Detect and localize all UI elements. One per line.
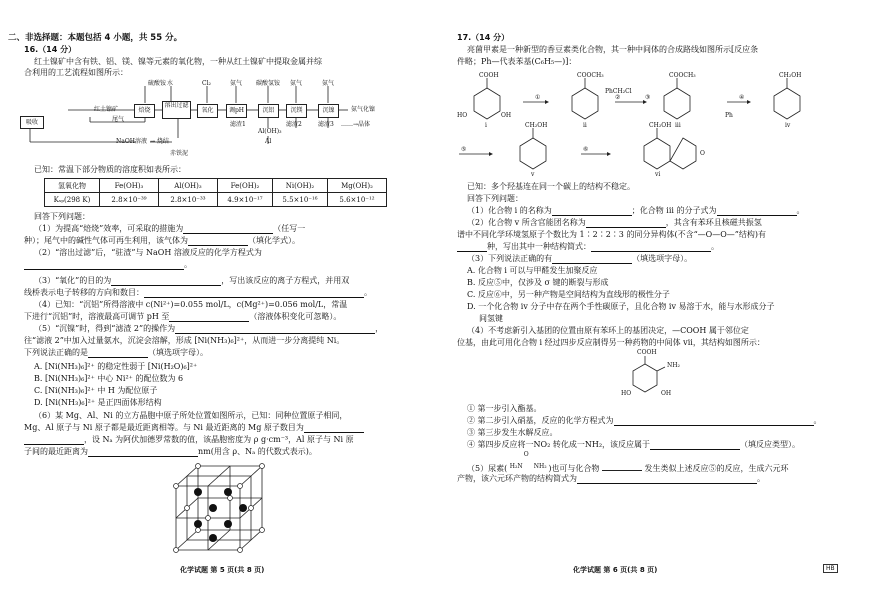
q16-number: 16.（14 分） xyxy=(24,45,77,54)
reagent-water: 水 xyxy=(167,80,174,87)
cpd-iii-group: COOCH₃ xyxy=(669,72,696,79)
reagent-cl2: Cl₂ xyxy=(202,80,211,87)
filtrate-2: 滤渣2 xyxy=(286,121,302,128)
vii-oh: OH xyxy=(661,390,672,397)
right-footer: 化学试题 第 6 页(共 8 页) xyxy=(573,566,658,574)
reagent-ammonia-3: 氨气 xyxy=(322,80,335,87)
oh-label: OH xyxy=(501,112,512,119)
step-precip-al: 沉铝 xyxy=(258,104,279,118)
edition-tag: HB xyxy=(823,564,838,573)
option-a: A. [Ni(NH₃)₆]²⁺ 的稳定性弱于 [Ni(H₂O)₆]²⁺ xyxy=(34,362,198,371)
q17-2c-text: 种，写出其中一种结构简式： xyxy=(487,242,591,251)
q16-intro-2: 合利用的工艺流程如图所示： xyxy=(24,68,128,77)
known-text: 已知：常温下部分物质的溶度积如表所示： xyxy=(34,165,186,174)
step-1: ① xyxy=(535,94,541,101)
malonate-structure xyxy=(602,460,642,471)
q16-3b-tail: 。 xyxy=(364,288,372,297)
answer-intro: 回答下列问题： xyxy=(34,212,90,221)
ksp-table xyxy=(44,178,387,207)
q17-2-text-2: 谱中不同化学环境氢原子个数比为 1∶2∶2∶3 的同分异构体(不含“—O—O—”结构)有 xyxy=(457,230,766,239)
ksp-header-cell: Mg(OH)₂ xyxy=(328,179,387,193)
answer-blank[interactable] xyxy=(552,207,632,216)
q16-5-text-2: 往“滤液 2”中加入过量氨水，沉淀会溶解，形成 [Ni(NH₃)₆]²⁺，从而进一步分离提纯 Ni。 xyxy=(24,336,345,345)
q17-4-step-2 xyxy=(467,416,822,426)
cpd-ii-group: COOCH₃ xyxy=(577,72,604,79)
answer-blank[interactable] xyxy=(650,441,740,450)
step-4: ④ xyxy=(739,94,745,101)
step-precip-ni: 沉镍 xyxy=(318,104,339,118)
answer-blank[interactable] xyxy=(552,255,632,264)
q17-5-line xyxy=(467,451,789,474)
ksp-table-header xyxy=(45,179,387,193)
cpd-vi-group: CH₂OH xyxy=(649,122,672,129)
section-heading: 二、非选择题：本题包括 4 小题，共 55 分。 xyxy=(8,33,183,43)
reagent-ammonium-sulfate: 硫酸铵 xyxy=(148,80,167,87)
ho-label: HO xyxy=(457,112,468,119)
q17-4-step-2-tail: 。 xyxy=(813,416,822,425)
q17-known: 已知：多个羟基连在同一个碳上的结构不稳定。 xyxy=(467,182,635,191)
ksp-value: 5.6×10⁻¹² xyxy=(328,193,387,207)
q16-1b-text: 种）；尾气中的碱性气体可再生利用，该气体为 xyxy=(24,236,188,245)
step-6: ⑥ xyxy=(583,146,589,153)
answer-blank[interactable] xyxy=(144,289,364,298)
answer-blank[interactable] xyxy=(304,424,364,433)
q17-4-step-3: ③ 第三步发生水解反应。 xyxy=(467,428,558,437)
q16-1-line xyxy=(34,224,305,234)
q16-6-line-2 xyxy=(24,423,364,433)
vii-cooh: COOH xyxy=(637,349,657,356)
q17-4-step-4-text: ④ 第四步反应将一NO₂ 转化成一NH₂，该反应属于 xyxy=(467,440,651,449)
q17-2-text: （2）化合物 v 所含官能团名称为 xyxy=(467,218,586,227)
aloh3-label: Al(OH)₃ xyxy=(258,128,282,135)
reagent-benzyl-chloride: PhCH₂Cl xyxy=(605,88,632,95)
q16-intro-1: 红土镍矿中含有铁、铝、镁、镍等元素的氧化物，一种从红土镍矿中提取金属并综 xyxy=(34,57,322,66)
q17-5-mid2: 发生类似上述反应⑤的反应，生成六元环 xyxy=(644,464,789,473)
q16-3-line-2 xyxy=(24,288,372,298)
option-d: D. [Ni(NH₃)₆]²⁺ 是正四面体形结构 xyxy=(34,398,162,407)
answer-blank[interactable] xyxy=(24,261,184,270)
vii-nh2: NH₂ xyxy=(667,362,680,369)
product-label: 氨气化镍 xyxy=(351,106,376,113)
ksp-header-cell: 氢氧化物 xyxy=(45,179,100,193)
q16-6-text: （6）某 Mg、Al、Ni 的立方晶胞中原子所处位置如图所示，已知：同种位置原子相同， xyxy=(34,411,348,420)
q17-option-d-2: 间氢键 xyxy=(479,314,503,323)
answer-blank[interactable] xyxy=(183,225,273,234)
ore-label: 红土镍矿 xyxy=(94,106,119,113)
crystal-label: ……→晶体 xyxy=(341,121,371,128)
q16-4b-text: 下进行“沉铝”时，溶液最高可调节 pH 至 xyxy=(24,312,170,321)
o-label: O xyxy=(700,150,705,157)
q16-5-line xyxy=(34,324,383,334)
q17-option-b: B. 反应⑤中，仅涉及 σ 键的断裂与形成 xyxy=(467,278,609,287)
answer-blank[interactable] xyxy=(24,436,84,445)
answer-blank[interactable] xyxy=(188,237,248,246)
q17-4-step-2-text: ② 第二步引入硝基，反应的化学方程式为 xyxy=(467,416,614,425)
q17-intro-1: 亮菌甲素是一种新型的香豆素类化合物，其一种中间体的合成路线如图所示[反应条 xyxy=(467,45,759,54)
answer-blank[interactable] xyxy=(586,219,666,228)
q17-2-line-3 xyxy=(457,242,719,252)
q16-6d-tail: nm(用含 ρ、Nₐ 的代数式表示)。 xyxy=(198,447,317,456)
reagent-ammonia-2: 氨气 xyxy=(290,80,303,87)
step-5: ⑤ xyxy=(461,146,467,153)
q17-5-mid: )也可与化合物 xyxy=(548,464,600,473)
step-absorb: 吸收 xyxy=(20,116,44,129)
ph-label: Ph xyxy=(725,112,733,119)
urea-structure xyxy=(509,451,547,471)
id-ii: ii xyxy=(583,122,587,129)
q17-4-text-2: 位基，由此可用化合物 i 经过四步反应制得另一种药物的中间体 vii，其结构如图所示： xyxy=(457,338,765,347)
q17-2-line xyxy=(467,218,762,228)
q17-3-tail: （填选项字母）。 xyxy=(632,254,693,263)
q16-2-text: （2）“溶出过滤”后，“驻渣”与 NaOH 溶液反应的化学方程式为 xyxy=(34,248,262,257)
al-label: Al xyxy=(265,138,272,145)
q16-3-tail: ，写出该反应的离子方程式，并用双 xyxy=(221,276,350,285)
crystal-cell-figure xyxy=(168,462,278,557)
option-c: C. [Ni(NH₃)₆]²⁺ 中 H 为配位原子 xyxy=(34,386,158,395)
q16-5-text: （5）“沉镍”时，得到“滤渣 2”的操作为 xyxy=(34,324,176,333)
id-iv: iv xyxy=(785,122,791,129)
q16-3-line xyxy=(34,276,349,286)
cpd-v-group: CH₂OH xyxy=(525,122,548,129)
answer-blank[interactable] xyxy=(614,417,814,426)
sinter-label: → 烧结 xyxy=(150,138,169,145)
ksp-value: 5.5×10⁻¹⁶ xyxy=(273,193,328,207)
waste-gas-label: 尾气 xyxy=(112,116,125,123)
q17-4-step-1: ① 第一步引入酯基。 xyxy=(467,404,542,413)
left-footer: 化学试题 第 5 页(共 8 页) xyxy=(180,566,265,574)
q17-option-d: D. 一个化合物 iv 分子中存在两个手性碳原子，且化合物 iv 易溶于水，能与水形成分子 xyxy=(467,302,775,311)
urea-h2n: H₂N xyxy=(509,463,523,470)
naoh-label: NaOH溶液 xyxy=(116,138,147,145)
q16-6-line-3 xyxy=(24,435,354,445)
q16-1-text: （1）为提高“焙烧”效率，可采取的措施为 xyxy=(34,224,184,233)
id-i: i xyxy=(485,122,487,129)
step-2: ② xyxy=(615,94,621,101)
q16-1b-tail: （填化学式）。 xyxy=(248,236,300,245)
q17-5-text: （5）尿素( xyxy=(467,464,508,473)
ksp-row-label: Kₛₚ(298 K) xyxy=(45,193,100,207)
q17-2-tail: ，其含有苯环且核磁共振氢 xyxy=(665,218,762,227)
step-dissolve-filter: 溶出过滤 xyxy=(162,101,191,119)
reagent-ammonium-bicarbonate: 碳酸氢铵 xyxy=(256,80,281,87)
q16-5-line-3 xyxy=(24,348,208,358)
q17-4-step-4-tail: （填反应类型）。 xyxy=(740,440,801,449)
q16-5c-tail: （填选项字母）。 xyxy=(148,348,208,357)
q16-3b-text: 线桥表示电子转移的方向和数目： xyxy=(24,288,144,297)
q17-5-line-2 xyxy=(457,474,765,484)
reagent-ammonia-1: 氨气 xyxy=(230,80,243,87)
q16-1-tail: （任写一 xyxy=(273,224,306,233)
q16-6d-text: 子间的最近距离为 xyxy=(24,447,88,456)
right-page xyxy=(435,0,870,603)
q17-1-mid: ；化合物 iii 的分子式为 xyxy=(631,206,717,215)
answer-blank[interactable] xyxy=(591,243,711,252)
ksp-value: 2.8×10⁻³⁹ xyxy=(100,193,159,207)
q16-5-tail: ， xyxy=(375,324,384,333)
id-v: v xyxy=(531,171,535,178)
answer-blank[interactable] xyxy=(169,313,249,322)
filtrate-3: 滤渣3 xyxy=(318,121,334,128)
answer-blank[interactable] xyxy=(88,349,148,358)
step-3: ③ xyxy=(645,94,651,101)
q17-option-c: C. 反应⑥中，另一种产物是空间结构为直线形的极性分子 xyxy=(467,290,670,299)
answer-blank[interactable] xyxy=(717,207,797,216)
q17-1-tail: 。 xyxy=(796,206,805,215)
step-precip-mg: 沉镁 xyxy=(286,104,307,118)
q16-4-text: （4）已知：“沉铝”所得溶液中 c(Ni²⁺)=0.055 mol/L，c(Mg²⁺)=0.056 mol/L，常温 xyxy=(34,300,348,309)
q17-3-line xyxy=(467,254,692,264)
id-vi: vi xyxy=(655,171,661,178)
q17-1-text: （1）化合物 i 的名称为 xyxy=(467,206,552,215)
ksp-header-cell: Fe(OH)₃ xyxy=(100,179,159,193)
q16-6c-text: ，设 Nₐ 为阿伏加德罗常数的值，该晶胞密度为 ρ g·cm⁻³，Al 原子与 Ni 原 xyxy=(84,435,354,444)
q17-answer-intro: 回答下列问题： xyxy=(467,194,523,203)
ksp-header-cell: Al(OH)₃ xyxy=(159,179,218,193)
q17-intro-2: 件略；Ph—代表苯基(C₆H₅—)]： xyxy=(457,57,577,66)
vii-ho: HO xyxy=(621,390,632,397)
q17-option-a: A. 化合物 i 可以与甲醛发生加聚反应 xyxy=(467,266,598,275)
answer-blank[interactable] xyxy=(175,325,375,334)
ksp-table-row xyxy=(45,193,387,207)
q17-4-text: （4）不考虑新引入基团的位置由原有苯环上的基团决定，—COOH 属于邻位定 xyxy=(467,326,749,335)
urea-nh2: NH₂ xyxy=(533,463,547,470)
filtrate-1: 滤渣1 xyxy=(230,121,246,128)
answer-blank[interactable] xyxy=(88,448,198,457)
q16-1-line-2 xyxy=(24,236,300,246)
urea-o: O xyxy=(523,451,529,458)
q17-5b-text: 产物，该六元环产物的结构简式为 xyxy=(457,474,577,483)
ksp-header-cell: Ni(OH)₂ xyxy=(273,179,328,193)
option-b: B. [Ni(NH₃)₆]²⁺ 中心 Ni²⁺ 的配位数为 6 xyxy=(34,374,184,383)
q17-number: 17.（14 分） xyxy=(457,33,510,42)
q17-4-step-4 xyxy=(467,440,800,450)
q16-6b-text: Mg、Al 原子与 Ni 原子都是最近距离相等。与 Ni 最近距离的 Mg 原子数目为 xyxy=(24,423,304,432)
ksp-value: 2.8×10⁻³³ xyxy=(159,193,218,207)
cpd-i-group: COOH xyxy=(479,72,499,79)
q16-2-blank-line: 。 xyxy=(24,260,192,270)
answer-blank[interactable] xyxy=(111,277,221,286)
cpd-iv-group: CH₂OH xyxy=(779,72,802,79)
q17-2c-tail: 。 xyxy=(711,242,719,251)
step-roast: 焙烧 xyxy=(134,104,155,118)
q16-4b-tail: （溶液体积变化可忽略）。 xyxy=(249,312,342,321)
step-oxidize: 氧化 xyxy=(197,104,218,118)
red-mud-label: 赤铁泥 xyxy=(170,150,189,157)
q17-3-text: （3）下列说法正确的有 xyxy=(467,254,553,263)
q16-6-line-4 xyxy=(24,447,317,457)
answer-blank[interactable] xyxy=(577,475,757,484)
q16-5c-text: 下列说法正确的是 xyxy=(24,348,88,357)
q17-5b-tail: 。 xyxy=(757,474,765,483)
ksp-header-cell: Fe(OH)₂ xyxy=(218,179,273,193)
q16-4-line-2 xyxy=(24,312,341,322)
q16-3-text: （3）“氧化”的目的为 xyxy=(34,276,112,285)
ksp-value: 4.9×10⁻¹⁷ xyxy=(218,193,273,207)
q17-1-line xyxy=(467,206,805,216)
step-adjust-ph: 调pH xyxy=(226,104,247,118)
answer-blank[interactable] xyxy=(457,243,487,252)
id-iii: iii xyxy=(675,122,681,129)
